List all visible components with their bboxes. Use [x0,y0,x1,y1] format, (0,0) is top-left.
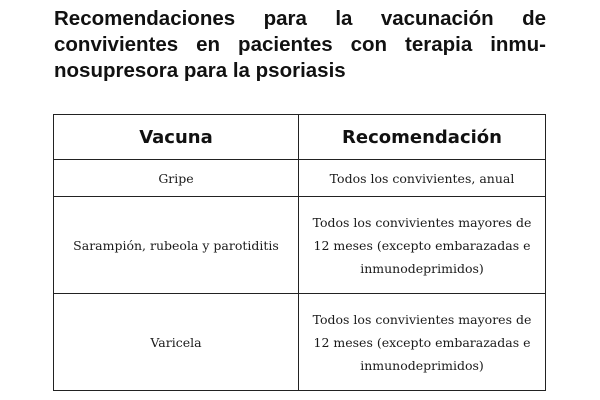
cell-vacuna: Varicela [54,294,299,391]
vaccination-table [53,114,546,391]
page-title: Recomendaciones para la vacunación de convivientes en pacientes con terapia inmu-nosupresora para la psoriasis [54,7,546,82]
table-row [54,160,546,197]
table-header-row [54,115,546,160]
cell-recomendacion: Todos los convivientes mayores de 12 meses (excepto embarazadas e inmunodeprimidos) [299,197,546,294]
cell-recomendacion: Todos los convivientes, anual [299,160,546,197]
table-row [54,294,546,391]
cell-recomendacion: Todos los convivientes mayores de 12 meses (excepto embarazadas e inmunodeprimidos) [299,294,546,391]
table-row [54,197,546,294]
cell-vacuna: Sarampión, rubeola y parotiditis [54,197,299,294]
header-recomendacion: Recomendación [299,115,546,160]
header-vacuna: Vacuna [54,115,299,160]
cell-vacuna: Gripe [54,160,299,197]
